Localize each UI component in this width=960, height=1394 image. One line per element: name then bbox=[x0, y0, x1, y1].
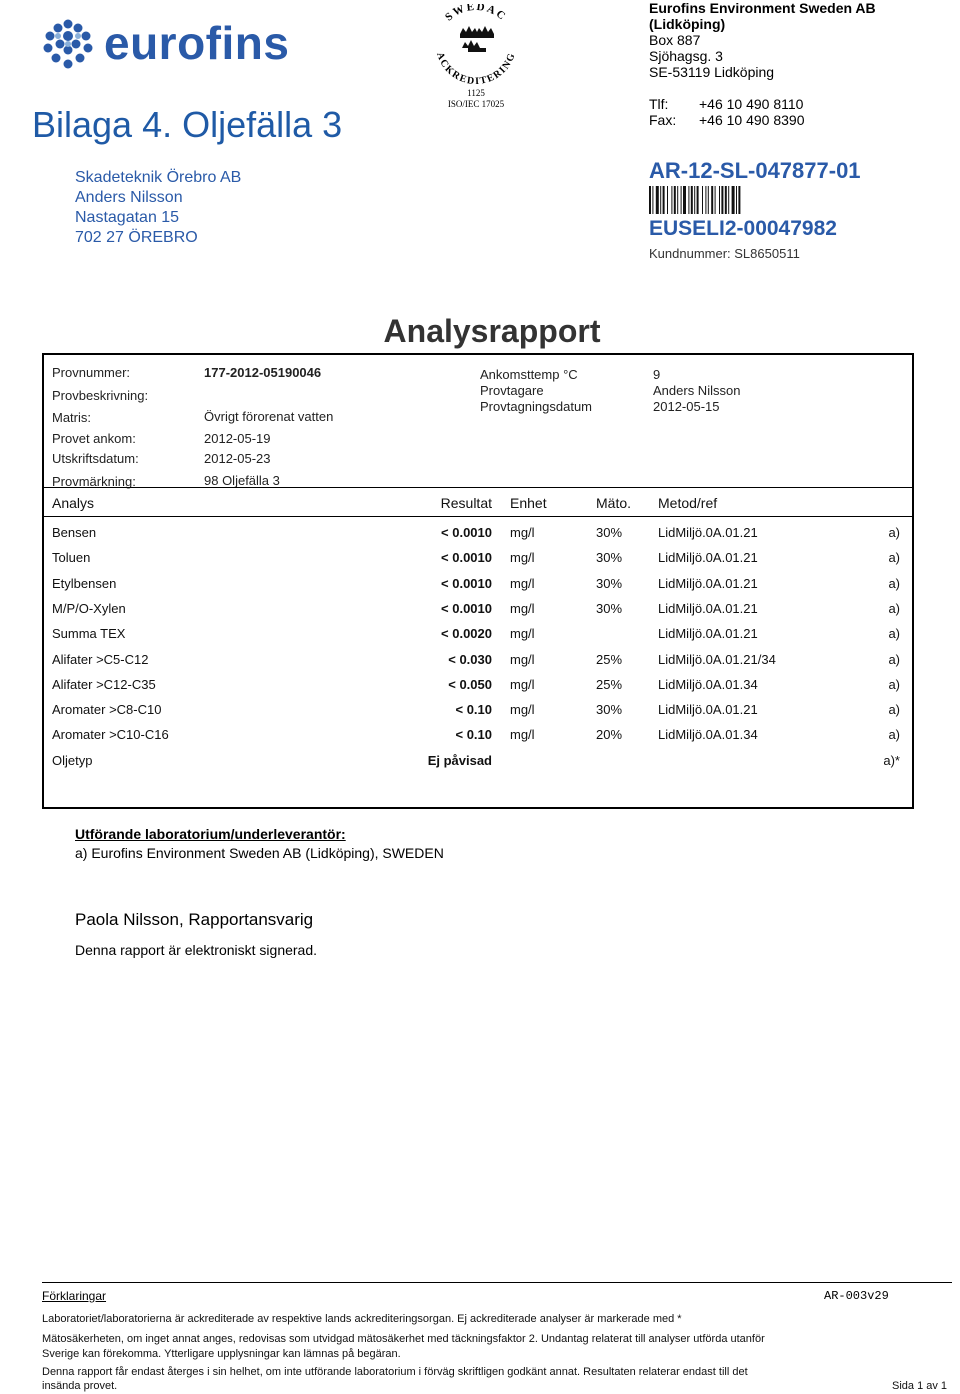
cell-metod: LidMiljö.0A.01.34 bbox=[658, 727, 758, 743]
recipient-line: 702 27 ÖREBRO bbox=[75, 229, 198, 246]
markning-label: Provmärkning: bbox=[52, 474, 136, 489]
footer-code: AR-003v29 bbox=[824, 1289, 889, 1303]
lab-name-sub: (Lidköping) bbox=[649, 16, 726, 32]
fax-number: +46 10 490 8390 bbox=[699, 112, 805, 128]
barcode bbox=[649, 186, 789, 214]
cell-enhet: mg/l bbox=[510, 651, 535, 667]
ankom-value: 2012-05-19 bbox=[204, 431, 271, 446]
markning-value: 98 Oljefälla 3 bbox=[204, 473, 280, 488]
provbeskrivning-label: Provbeskrivning: bbox=[52, 388, 149, 403]
utskrift-value: 2012-05-23 bbox=[204, 451, 271, 466]
recipient-address bbox=[75, 168, 241, 248]
cell-resultat: < 0.0010 bbox=[441, 550, 492, 566]
brand-name: eurofins bbox=[104, 17, 290, 69]
provtagningsdatum-value: 2012-05-15 bbox=[653, 399, 720, 414]
cell-enhet: mg/l bbox=[510, 600, 535, 616]
cell-resultat: < 0.0010 bbox=[441, 575, 492, 591]
ankomsttemp-value: 9 bbox=[653, 367, 661, 382]
cell-mato: 30% bbox=[596, 600, 623, 616]
page-number: Sida 1 av 1 bbox=[892, 1380, 948, 1392]
cell-analys: Aromater >C8-C10 bbox=[52, 702, 162, 718]
report-box bbox=[42, 353, 914, 809]
cell-ref: a) bbox=[888, 702, 900, 718]
cell-enhet: mg/l bbox=[510, 676, 535, 692]
cell-ref: a) bbox=[888, 676, 900, 692]
cell-enhet: mg/l bbox=[510, 550, 535, 566]
cell-ref: a) bbox=[888, 575, 900, 591]
cell-enhet: mg/l bbox=[510, 525, 535, 540]
signature-note: Denna rapport är elektroniskt signerad. bbox=[75, 942, 318, 958]
cell-resultat: < 0.050 bbox=[448, 676, 492, 692]
svg-text:ACKREDITERING: ACKREDITERING bbox=[434, 50, 518, 84]
footer-line: Sverige kan förekomma. Ytterligare upplysningar kan lämnas på begäran. bbox=[42, 1348, 401, 1360]
cell-metod: LidMiljö.0A.01.21/34 bbox=[658, 651, 776, 667]
cell-ref: a)* bbox=[883, 752, 900, 768]
cell-mato: 30% bbox=[596, 525, 623, 540]
cell-enhet: mg/l bbox=[510, 727, 535, 743]
recipient-line: Nastagatan 15 bbox=[75, 209, 180, 226]
barcode-icon bbox=[649, 186, 789, 214]
sample-id: EUSELI2-00047982 bbox=[649, 217, 837, 240]
cell-mato: 25% bbox=[596, 651, 623, 667]
table-row bbox=[44, 598, 912, 620]
col-metod: Metod/ref bbox=[658, 495, 718, 511]
report-id: AR-12-SL-047877-01 bbox=[649, 158, 861, 183]
lab-address-line: Box 887 bbox=[649, 32, 701, 48]
footer-rule bbox=[42, 1282, 952, 1283]
customer-number: Kundnummer: SL8650511 bbox=[649, 246, 800, 261]
cell-mato: 25% bbox=[596, 676, 623, 692]
table-row bbox=[44, 522, 912, 544]
lab-line: a) Eurofins Environment Sweden AB (Lidköping), SWEDEN bbox=[75, 845, 444, 861]
provnummer-value: 177-2012-05190046 bbox=[204, 365, 322, 380]
cell-resultat: < 0.10 bbox=[455, 702, 492, 718]
table-row bbox=[44, 623, 912, 645]
lab-address-line: Sjöhagsg. 3 bbox=[649, 48, 723, 64]
cell-analys: Etylbensen bbox=[52, 575, 117, 591]
swedac-seal bbox=[426, 4, 526, 114]
cell-metod: LidMiljö.0A.01.21 bbox=[658, 600, 758, 616]
cell-ref: a) bbox=[888, 600, 900, 616]
table-row bbox=[44, 699, 912, 721]
cell-analys: Alifater >C12-C35 bbox=[52, 676, 156, 692]
table-row bbox=[44, 547, 912, 569]
fax-row: Fax: +46 10 490 8390 bbox=[649, 112, 805, 128]
provtagare-value: Anders Nilsson bbox=[653, 383, 741, 398]
footer-line: Denna rapport får endast återges i sin helhet, om inte utförande laboratorium i förväg skriftligen godkänt annat. Resultaten relaterar endast till det bbox=[42, 1366, 748, 1378]
cell-mato: 30% bbox=[596, 702, 623, 718]
cell-ref: a) bbox=[888, 727, 900, 743]
eurofins-logo-icon bbox=[40, 18, 96, 70]
table-header bbox=[44, 487, 912, 517]
page-title: Analysrapport bbox=[383, 313, 601, 349]
cell-enhet: mg/l bbox=[510, 626, 535, 642]
cell-metod: LidMiljö.0A.01.34 bbox=[658, 676, 758, 692]
cell-ref: a) bbox=[888, 550, 900, 566]
cell-mato: 20% bbox=[596, 727, 623, 743]
eurofins-logo bbox=[40, 16, 290, 72]
cell-resultat: < 0.0010 bbox=[441, 525, 492, 540]
cell-analys: Alifater >C5-C12 bbox=[52, 651, 149, 667]
lab-contact bbox=[649, 0, 949, 128]
cell-ref: a) bbox=[888, 525, 900, 540]
cell-analys: Oljetyp bbox=[52, 752, 93, 768]
recipient-line: Skadeteknik Örebro AB bbox=[75, 169, 242, 186]
footer-line: insända provet. bbox=[42, 1380, 118, 1392]
footer-line: Mätosäkerheten, om inget annat anges, redovisas som utvidgad mätosäkerhet med täckningsfaktor 2. Undantag relaterat till analyser utförda utanför bbox=[42, 1333, 765, 1345]
matris-value: Övrigt förorenat vatten bbox=[204, 409, 334, 424]
seal-standard: ISO/IEC 17025 bbox=[447, 99, 505, 109]
col-resultat: Resultat bbox=[440, 495, 492, 511]
seal-number: 1125 bbox=[467, 88, 485, 98]
tel-number: +46 10 490 8110 bbox=[699, 96, 804, 112]
provnummer-label: Provnummer: bbox=[52, 365, 131, 380]
cell-analys: M/P/O-Xylen bbox=[52, 600, 126, 616]
matris-label: Matris: bbox=[52, 410, 91, 425]
table-row bbox=[44, 573, 912, 595]
lab-heading: Utförande laboratorium/underleverantör: bbox=[75, 826, 346, 842]
table-row bbox=[44, 674, 912, 696]
provtagningsdatum-label: Provtagningsdatum bbox=[480, 399, 593, 414]
cell-analys: Toluen bbox=[52, 550, 91, 566]
cell-enhet: mg/l bbox=[510, 575, 535, 591]
cell-ref: a) bbox=[888, 626, 900, 642]
swedac-crown-icon bbox=[426, 4, 526, 84]
cell-resultat: < 0.030 bbox=[448, 651, 492, 667]
cell-analys: Aromater >C10-C16 bbox=[52, 727, 169, 743]
table-row bbox=[44, 750, 912, 772]
svg-text:SWEDAC: SWEDAC bbox=[443, 4, 509, 24]
cell-metod: LidMiljö.0A.01.21 bbox=[658, 525, 758, 540]
ankom-label: Provet ankom: bbox=[52, 431, 136, 446]
recipient-line: Anders Nilsson bbox=[75, 189, 183, 206]
cell-metod: LidMiljö.0A.01.21 bbox=[658, 702, 758, 718]
tel-row: Tlf: +46 10 490 8110 bbox=[649, 96, 804, 112]
cell-resultat: < 0.0020 bbox=[441, 626, 492, 642]
footer-heading: Förklaringar bbox=[42, 1289, 107, 1303]
signatory: Paola Nilsson, Rapportansvarig bbox=[75, 910, 314, 929]
cell-metod: LidMiljö.0A.01.21 bbox=[658, 550, 758, 566]
table-row bbox=[44, 724, 912, 746]
table-row bbox=[44, 649, 912, 671]
cell-metod: LidMiljö.0A.01.21 bbox=[658, 626, 758, 642]
col-enhet: Enhet bbox=[510, 495, 547, 511]
lab-name: Eurofins Environment Sweden AB bbox=[649, 0, 876, 16]
lab-address-line: SE-53119 Lidköping bbox=[649, 64, 775, 80]
cell-resultat: Ej påvisad bbox=[427, 752, 492, 768]
provtagare-label: Provtagare bbox=[480, 383, 544, 398]
bilaga-title: Bilaga 4. Oljefälla 3 bbox=[32, 104, 343, 145]
col-mato: Mäto. bbox=[596, 495, 632, 511]
cell-analys: Bensen bbox=[52, 525, 97, 540]
cell-analys: Summa TEX bbox=[52, 626, 126, 642]
footer-line: Laboratoriet/laboratorierna är ackrediterade av respektive lands ackrediteringsorgan. Ej ackrediterade analyser är markerade med * bbox=[42, 1313, 682, 1325]
cell-mato: 30% bbox=[596, 575, 623, 591]
col-analys: Analys bbox=[52, 495, 95, 511]
ankomsttemp-label: Ankomsttemp °C bbox=[480, 367, 578, 382]
cell-metod: LidMiljö.0A.01.21 bbox=[658, 575, 758, 591]
cell-ref: a) bbox=[888, 651, 900, 667]
cell-resultat: < 0.0010 bbox=[441, 600, 492, 616]
cell-mato: 30% bbox=[596, 550, 623, 566]
cell-resultat: < 0.10 bbox=[455, 727, 492, 743]
utskrift-label: Utskriftsdatum: bbox=[52, 451, 139, 466]
cell-enhet: mg/l bbox=[510, 702, 535, 718]
